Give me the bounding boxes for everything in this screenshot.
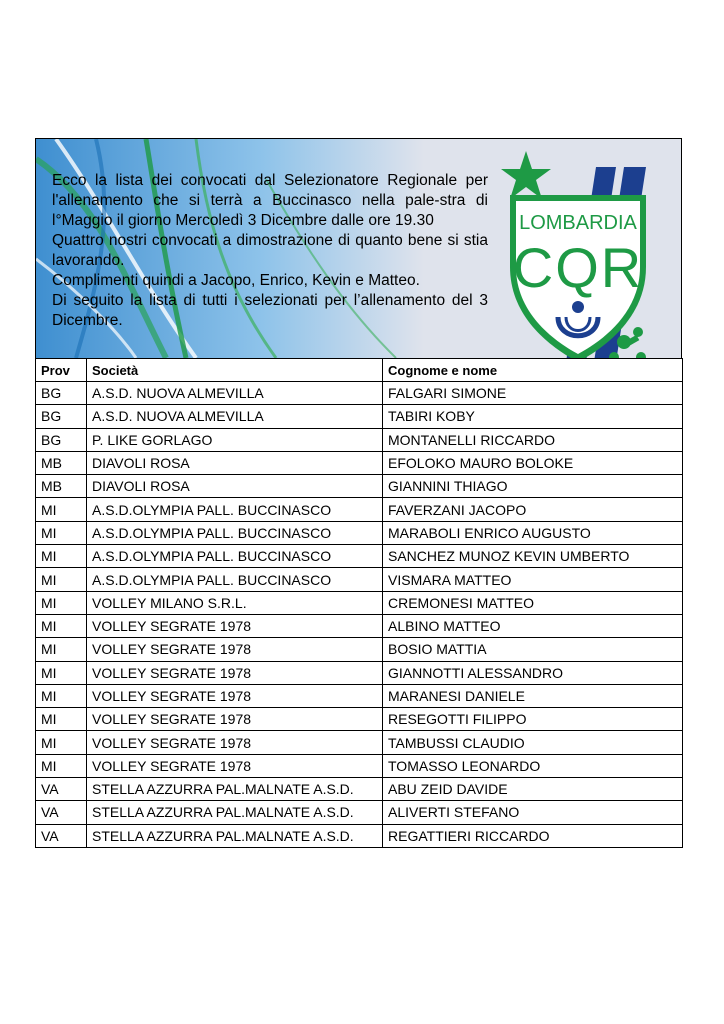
convocation-sheet xyxy=(35,138,682,848)
table-row xyxy=(36,778,683,801)
cell-prov: MI xyxy=(36,591,87,614)
cell-societa: VOLLEY SEGRATE 1978 xyxy=(87,731,383,754)
header-societa: Società xyxy=(87,359,383,382)
cell-societa: VOLLEY SEGRATE 1978 xyxy=(87,754,383,777)
cqr-lombardia-logo xyxy=(496,147,656,358)
header-nome: Cognome e nome xyxy=(383,359,683,382)
intro-paragraph-4: Di seguito la lista di tutti i selezionati per l’allenamento del 3 Dicembre. xyxy=(52,292,488,329)
table-row xyxy=(36,428,683,451)
cell-prov: MI xyxy=(36,708,87,731)
logo-main-text: CQR xyxy=(512,236,644,299)
cell-nome: VISMARA MATTEO xyxy=(383,568,683,591)
table-row xyxy=(36,405,683,428)
table-row xyxy=(36,498,683,521)
cell-societa: A.S.D.OLYMPIA PALL. BUCCINASCO xyxy=(87,545,383,568)
cell-prov: BG xyxy=(36,405,87,428)
cell-nome: ABU ZEID DAVIDE xyxy=(383,778,683,801)
cell-prov: MI xyxy=(36,638,87,661)
cell-nome: FALGARI SIMONE xyxy=(383,382,683,405)
cell-nome: TOMASSO LEONARDO xyxy=(383,754,683,777)
cell-prov: MI xyxy=(36,731,87,754)
table-row xyxy=(36,801,683,824)
cell-prov: MB xyxy=(36,475,87,498)
cell-prov: MI xyxy=(36,498,87,521)
cell-nome: EFOLOKO MAURO BOLOKE xyxy=(383,451,683,474)
cell-societa: VOLLEY SEGRATE 1978 xyxy=(87,684,383,707)
cell-nome: BOSIO MATTIA xyxy=(383,638,683,661)
table-row xyxy=(36,545,683,568)
cell-nome: TABIRI KOBY xyxy=(383,405,683,428)
cell-prov: BG xyxy=(36,428,87,451)
cell-nome: TAMBUSSI CLAUDIO xyxy=(383,731,683,754)
cell-societa: VOLLEY SEGRATE 1978 xyxy=(87,638,383,661)
cell-societa: VOLLEY MILANO S.R.L. xyxy=(87,591,383,614)
convocati-table xyxy=(35,358,683,848)
cell-prov: BG xyxy=(36,382,87,405)
cell-societa: STELLA AZZURRA PAL.MALNATE A.S.D. xyxy=(87,801,383,824)
cell-prov: MI xyxy=(36,614,87,637)
cell-prov: MB xyxy=(36,451,87,474)
cell-prov: VA xyxy=(36,824,87,847)
table-row xyxy=(36,754,683,777)
intro-paragraph-2: Quattro nostri convocati a dimostrazione di quanto bene si stia lavorando. xyxy=(52,232,488,269)
cell-nome: MONTANELLI RICCARDO xyxy=(383,428,683,451)
table-row xyxy=(36,475,683,498)
cell-societa: A.S.D. NUOVA ALMEVILLA xyxy=(87,405,383,428)
cell-prov: MI xyxy=(36,754,87,777)
table-row xyxy=(36,521,683,544)
cell-prov: VA xyxy=(36,801,87,824)
cell-nome: REGATTIERI RICCARDO xyxy=(383,824,683,847)
table-row xyxy=(36,661,683,684)
cell-societa: VOLLEY SEGRATE 1978 xyxy=(87,614,383,637)
header-banner xyxy=(35,138,682,358)
intro-text xyxy=(52,171,488,331)
cell-nome: ALBINO MATTEO xyxy=(383,614,683,637)
cell-societa: VOLLEY SEGRATE 1978 xyxy=(87,661,383,684)
cell-societa: A.S.D.OLYMPIA PALL. BUCCINASCO xyxy=(87,568,383,591)
cell-nome: MARANESI DANIELE xyxy=(383,684,683,707)
cell-societa: VOLLEY SEGRATE 1978 xyxy=(87,708,383,731)
cell-nome: GIANNOTTI ALESSANDRO xyxy=(383,661,683,684)
cell-prov: MI xyxy=(36,521,87,544)
cell-prov: MI xyxy=(36,684,87,707)
cell-prov: MI xyxy=(36,568,87,591)
cell-societa: DIAVOLI ROSA xyxy=(87,451,383,474)
logo-top-text: LOMBARDIA xyxy=(519,212,637,234)
table-row xyxy=(36,684,683,707)
table-row xyxy=(36,382,683,405)
cell-societa: A.S.D.OLYMPIA PALL. BUCCINASCO xyxy=(87,498,383,521)
cell-nome: CREMONESI MATTEO xyxy=(383,591,683,614)
table-row xyxy=(36,568,683,591)
star-icon xyxy=(501,151,551,199)
cell-prov: MI xyxy=(36,545,87,568)
volleyball-icon xyxy=(572,301,584,313)
header-prov: Prov xyxy=(36,359,87,382)
table-row xyxy=(36,638,683,661)
intro-paragraph-1: Ecco la lista dei convocati dal Selezionatore Regionale per l'allenamento che si terrà a Buccinasco nella pale-stra di l°Maggio il giorno Mercoledì 3 Dicembre dalle ore 19.30 xyxy=(52,172,488,229)
table-row xyxy=(36,591,683,614)
cell-societa: P. LIKE GORLAGO xyxy=(87,428,383,451)
table-row xyxy=(36,731,683,754)
cell-societa: STELLA AZZURRA PAL.MALNATE A.S.D. xyxy=(87,778,383,801)
intro-paragraph-3: Complimenti quindi a Jacopo, Enrico, Kevin e Matteo. xyxy=(52,272,420,289)
cell-prov: VA xyxy=(36,778,87,801)
cell-nome: ALIVERTI STEFANO xyxy=(383,801,683,824)
table-header-row xyxy=(36,359,683,382)
cell-societa: A.S.D. NUOVA ALMEVILLA xyxy=(87,382,383,405)
table-row xyxy=(36,824,683,847)
cell-prov: MI xyxy=(36,661,87,684)
cell-nome: SANCHEZ MUNOZ KEVIN UMBERTO xyxy=(383,545,683,568)
table-row xyxy=(36,614,683,637)
cell-societa: DIAVOLI ROSA xyxy=(87,475,383,498)
cell-societa: STELLA AZZURRA PAL.MALNATE A.S.D. xyxy=(87,824,383,847)
cell-nome: FAVERZANI JACOPO xyxy=(383,498,683,521)
cell-nome: RESEGOTTI FILIPPO xyxy=(383,708,683,731)
table-row xyxy=(36,451,683,474)
cell-societa: A.S.D.OLYMPIA PALL. BUCCINASCO xyxy=(87,521,383,544)
cell-nome: MARABOLI ENRICO AUGUSTO xyxy=(383,521,683,544)
cell-nome: GIANNINI THIAGO xyxy=(383,475,683,498)
table-row xyxy=(36,708,683,731)
